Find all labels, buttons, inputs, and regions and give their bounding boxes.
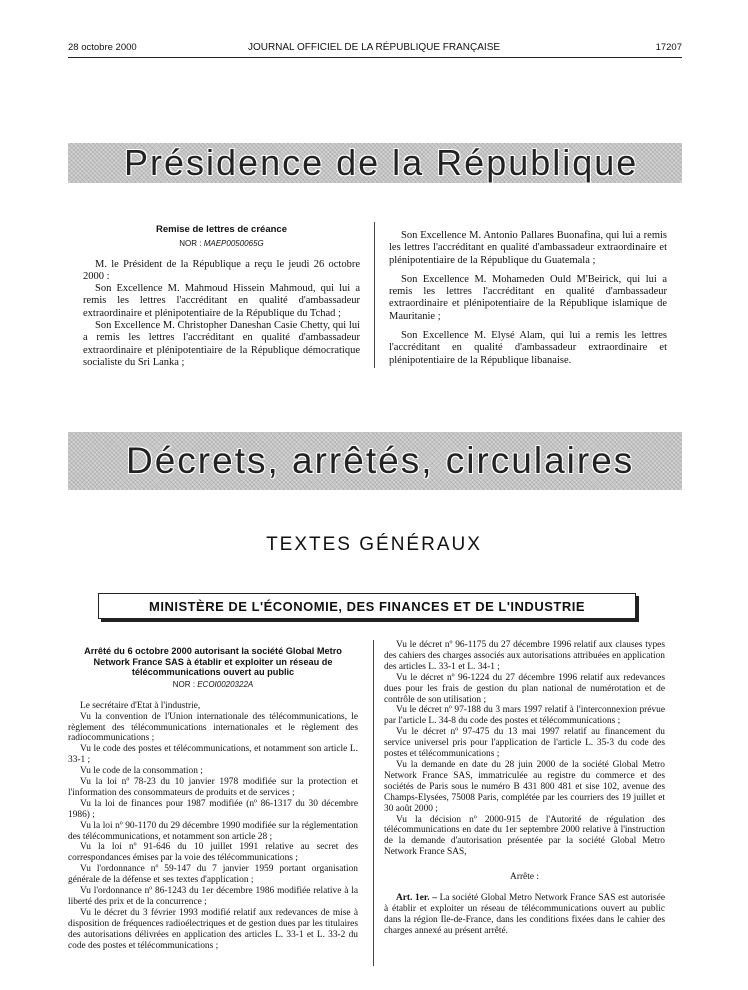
header-date: 28 octobre 2000 <box>68 42 137 53</box>
visa-paragraph: Vu la loi de finances pour 1987 modifiée (nº 86-1317 du 30 décembre 1986) ; <box>68 798 358 820</box>
remise-paragraph: Son Excellence M. Elysé Alam, qui lui a remis les lettres l'accréditant en qualité d'ambassadeur extraordinaire et plénipotentiaire de la République libanaise. <box>389 330 667 366</box>
article-1-label: Art. 1er. – <box>396 893 437 904</box>
remise-paragraph: Son Excellence M. Mohameden Ould M'Beirick, qui lui a remis les lettres l'accréditant en qualité d'ambassadeur extraordinaire et plénipotentiaire de la République islamique de Mauritanie ; <box>389 273 667 322</box>
remise-paragraph: Son Excellence M. Antonio Pallares Buonafina, qui lui a remis les lettres l'accréditant en qualité d'ambassadeur extraordinaire et plénipotentiaire de la République du Guatemala ; <box>389 230 667 266</box>
visa-paragraph: Vu le décret du 3 février 1993 modifié relatif aux redevances de mise à disposition de fréquences radioélectriques et de gestion dues par les titulaires des autorisations délivrées en application des articles L. 33-1 et L. 33-2 du code des postes et télécommunications ; <box>68 907 358 951</box>
visa-paragraph: Vu le code des postes et télécommunications, et notamment son article L. 33-1 ; <box>68 744 358 766</box>
arrete-right-column <box>384 640 665 937</box>
decrets-banner <box>68 432 682 490</box>
visa-paragraph: Vu l'ordonnance nº 86-1243 du 1er décembre 1986 modifiée relative à la liberté des prix et de la concurrence ; <box>68 886 358 907</box>
visa-paragraph: Vu la décision nº 2000-915 de l'Autorité de régulation des télécommunications en date du 1er septembre 2000 relative à l'instruction de la demande d'autorisation présentée par la société Global Metro Network France SAS, <box>384 814 665 858</box>
remise-nor: NOR : MAEP0050065G <box>179 239 264 249</box>
presidence-banner-title: Présidence de la République <box>124 142 639 183</box>
visa-paragraph: Le secrétaire d'Etat à l'industrie, <box>80 700 201 711</box>
visa-paragraph: Vu la loi nº 90-1170 du 29 décembre 1990 modifiée sur la réglementation des télécommunications, et notamment son article 28 ; <box>68 820 358 842</box>
header-rule <box>68 57 682 58</box>
textes-generaux-heading: TEXTES GÉNÉRAUX <box>266 534 482 555</box>
presidence-banner <box>68 143 682 183</box>
remise-title: Remise de lettres de créance <box>156 224 287 235</box>
article-1 <box>384 893 665 937</box>
visa-paragraph: Vu la loi nº 91-646 du 10 juillet 1991 relative au secret des correspondances émises par la voie des télécommunications ; <box>68 842 358 864</box>
article-1-text: La société Global Metro Network France SAS est autorisée à établir et exploiter un réseau de télécommunications ouvert au public dans la région Ile-de-France, dans les conditions fixées dans le cahier des charges annexé au présent arrêté. <box>384 893 665 936</box>
visa-paragraph: Vu la convention de l'Union internationale des télécommunications, le règlement des télécommunications internationales et le règlement des radiocommunications ; <box>68 711 358 744</box>
arrete-left-column <box>68 646 358 952</box>
column-divider <box>373 640 374 966</box>
remise-paragraph: M. le Président de la République a reçu le jeudi 26 octobre 2000 : <box>83 258 360 282</box>
visa-paragraph: Vu le décret nº 96-1175 du 27 décembre 1996 relatif aux clauses types des cahiers des charges associés aux autorisations attribuées en application des articles L. 33-1 et L. 34-1 ; <box>384 640 665 672</box>
remise-paragraph: Son Excellence M. Christopher Daneshan Casie Chetty, qui lui a remis les lettres l'accréditant en qualité d'ambassadeur extraordinaire et plénipotentiaire de la République démocratique socialiste du Sri Lanka ; <box>83 320 360 368</box>
visa-paragraph: Vu le décret nº 97-475 du 13 mai 1997 relatif au financement du service universel pris pour l'application de l'article L. 35-3 du code des postes et télécommunications ; <box>384 727 665 760</box>
header-journal-title: JOURNAL OFFICIEL DE LA RÉPUBLIQUE FRANÇAISE <box>247 42 501 53</box>
column-divider <box>374 222 375 368</box>
visa-paragraph: Vu le décret nº 96-1224 du 27 décembre 1996 relatif aux redevances dues pour les frais de gestion du plan national de numérotation et de contrôle de son utilisation ; <box>384 672 665 705</box>
arrete-label: Arrête : <box>510 872 539 883</box>
visa-paragraph: Vu la loi nº 78-23 du 10 janvier 1978 modifiée sur la protection et l'information des consommateurs de produits et de services ; <box>68 777 358 798</box>
arrete-title: Arrêté du 6 octobre 2000 autorisant la société Global Metro Network France SAS à établir et exploiter un réseau de télécommunications ouvert au public <box>84 646 342 678</box>
visa-paragraph: Vu la demande en date du 28 juin 2000 de la société Global Metro Network France SAS, immatriculée au registre du commerce et des sociétés de Paris sous le numéro B 431 800 481 et sise 102, avenue des Champs-Elysées, 75008 Paris, complétée par les courriers des 19 juillet et 30 août 2000 ; <box>384 759 665 814</box>
visa-paragraph: Vu l'ordonnance nº 59-147 du 7 janvier 1959 portant organisation générale de la défense et ses textes d'application ; <box>68 864 358 886</box>
remise-right-column <box>389 230 667 367</box>
visa-paragraph: Vu le décret nº 97-188 du 3 mars 1997 relatif à l'interconnexion prévue par l'article L. 34-8 du code des postes et télécommunications ; <box>384 705 665 727</box>
visa-paragraph: Vu le code de la consommation ; <box>80 766 203 777</box>
decrets-banner-title: Décrets, arrêtés, circulaires <box>126 440 635 481</box>
ministere-heading: MINISTÈRE DE L'ÉCONOMIE, DES FINANCES ET DE L'INDUSTRIE <box>98 593 636 619</box>
arrete-nor: NOR : ECOI0020322A <box>172 679 254 689</box>
remise-paragraph: Son Excellence M. Mahmoud Hissein Mahmoud, qui lui a remis les lettres l'accréditant en qualité d'ambassadeur extraordinaire et plénipotentiaire de la République du Tchad ; <box>83 283 360 319</box>
header-page-number: 17207 <box>655 42 682 53</box>
remise-left-column <box>83 224 360 369</box>
